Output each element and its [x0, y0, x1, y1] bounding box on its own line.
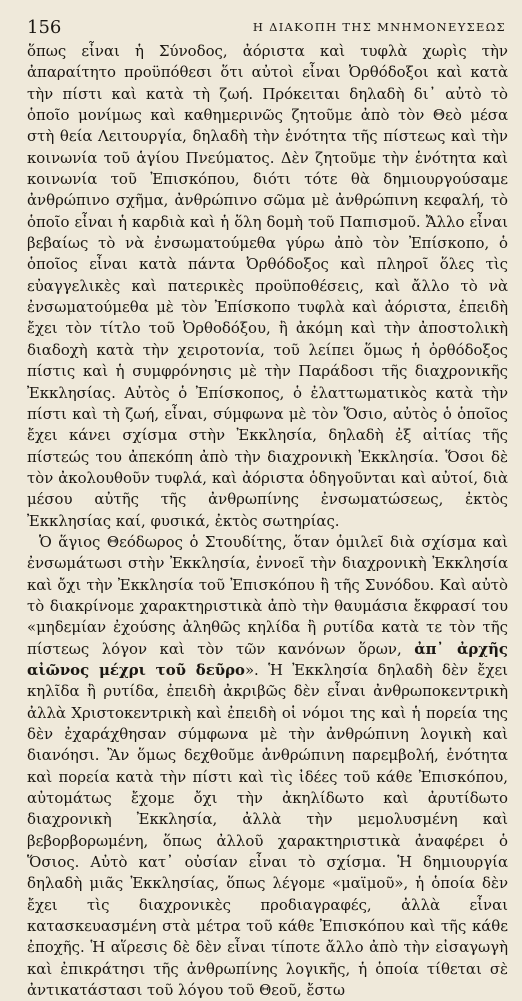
paragraph-2-text-before: Ὁ ἅγιος Θεόδωρος ὁ Στουδίτης, ὅταν ὁμιλεῖ διὰ σχίσμα καὶ ἐνσωμάτωσι στὴν Ἐκκλησία, ἐννοεῖ τὴν διαχρονικὴ Ἐκκλησία καὶ ὄχι τὴν Ἐκκλησία τοῦ Ἐπισκόπου ἢ τῆς Συνόδου. Καὶ αὐτὸ τὸ διακρίνομε χαρακτηριστικὰ ἀπὸ τὴν θαυμάσια ἔκφρασί του «μηδεμίαν ἐχούσης ἀληθῶς κηλίδα ἢ ρυτίδα κατὰ τε τὸν τῆς πίστεως λόγον καὶ τὸν τῶν κανόνων ὅρων, — [27, 532, 508, 658]
paragraph-2-bold-quote: ἀπ᾽ ἀρχῆς αἰῶνος μέχρι τοῦ δεῦρο — [27, 639, 508, 679]
page-header — [27, 11, 508, 41]
paragraph-2-text-after: ». Ἡ Ἐκκλησία δηλαδὴ δὲν ἔχει κηλῖδα ἢ ρυτίδα, ἐπειδὴ ἀκριβῶς δὲν εἶναι ἀνθρωποκεντρικὴ ἀλλὰ Χριστοκεντρικὴ καὶ ἐπειδὴ οἱ νόμοι της καὶ ἡ πορεία της δὲν ἐχαράχθησαν σύμφωνα μὲ τὴν ἀνθρώπινη λογικὴ καὶ διανόησι. Ἂν ὅμως δεχθοῦμε ἀνθρώπινη παρεμβολή, ἑνότητα καὶ πορεία κατὰ τὴν πίστι καὶ τὶς ἰδέες τοῦ κάθε Ἐπισκόπου, αὐτομάτως ἔχομε ὄχι τὴν ἀκηλίδωτο καὶ ἀρυτίδωτο διαχρονικὴ Ἐκκλησία, ἀλλὰ τὴν μεμολυσμένη καὶ βεβορβορωμένη, ὅπως ἀλλοῦ χαρακτηριστικὰ ἀναφέρει ὁ Ὅσιος. Αὐτὸ κατ᾽ οὐσίαν εἶναι τὸ σχίσμα. Ἡ δημιουργία δηλαδὴ μιᾶς Ἐκκλησίας, ὅπως λέγομε «μαϊμοῦ», ἡ ὁποία δὲν ἔχει τὶς διαχρονικὲς προδιαγραφές, ἀλλὰ εἶναι κατασκευασμένη στὰ μέτρα τοῦ κάθε Ἐπισκόπου καὶ τῆς κάθε ἐποχῆς. Ἡ αἵρεσις δὲ δὲν εἶναι τίποτε ἄλλο ἀπὸ τὴν εἰσαγωγὴ καὶ ἐπικράτησι τῆς ἀνθρωπίνης λογικῆς, ἡ ὁποία τίθεται σὲ ἀντικατάστασι τοῦ λόγου τοῦ Θεοῦ, ἔστω — [27, 660, 508, 1000]
body-text — [27, 41, 508, 1001]
paragraph-2 — [27, 532, 508, 1001]
paragraph-1: ὅπως εἶναι ἡ Σύνοδος, ἀόριστα καὶ τυφλὰ χωρὶς τὴν ἀπαραίτητο προϋπόθεσι ὅτι αὐτοὶ εἶναι Ὀρθόδοξοι καὶ κατὰ τὴν πίστι καὶ κατὰ τὴ ζωή. Πρόκειται δηλαδὴ δι᾽ αὐτὸ τὸ ὁποῖο μονίμως καὶ καθημερινῶς ζητοῦμε ἀπὸ τὸν Θεὸ μέσα στὴ θεία Λειτουργία, δηλαδὴ τὴν ἑνότητα τῆς πίστεως καὶ τὴν κοινωνία τοῦ ἁγίου Πνεύματος. Δὲν ζητοῦμε τὴν ἑνότητα καὶ κοινωνία τοῦ Ἐπισκόπου, διότι τότε θὰ δημιουργούσαμε ἀνθρώπινο σχῆμα, ἀνθρώπινο σῶμα μὲ ἀνθρώπινη κεφαλή, τὸ ὁποῖο εἶναι ἡ καρδιὰ καὶ ἡ ὅλη δομὴ τοῦ Παπισμοῦ. Ἄλλο εἶναι βεβαίως τὸ νὰ ἐνσωματούμεθα γύρω ἀπὸ τὸν Ἐπίσκοπο, ὁ ὁποῖος εἶναι κατὰ πάντα Ὀρθόδοξος καὶ πληροῖ ὅλες τὶς εὐαγγελικὲς καὶ πατερικὲς προϋποθέσεις, καὶ ἄλλο τὸ νὰ ἐνσωματούμεθα μὲ τὸν Ἐπίσκοπο τυφλὰ καὶ ἀόριστα, ἐπειδὴ ἔχει τὸν τίτλο τοῦ Ὀρθοδόξου, ἢ ἀκόμη καὶ τὴν ἀποστολικὴ διαδοχὴ κατὰ τὴν χειροτονία, τοῦ λείπει ὅμως ἡ ὀρθόδοξος πίστις καὶ ἡ συμφρόνησις μὲ τὴν Παράδοσι τῆς διαχρονικῆς Ἐκκλησίας. Αὐτὸς ὁ Ἐπίσκοπος, ὁ ἐλαττωματικὸς κατὰ τὴν πίστι καὶ τὴ ζωή, εἶναι, σύμφωνα μὲ τὸν Ὅσιο, αὐτὸς ὁ ὁποῖος ἔχει κάνει σχίσμα στὴν Ἐκκλησία, δηλαδὴ ἐξ αἰτίας τῆς πίστεώς του ἀπεκόπη ἀπὸ τὴν διαχρονικὴ Ἐκκλησία. Ὅσοι δὲ τὸν ἀκολουθοῦν τυφλά, καὶ ἀόριστα ὁδηγοῦνται καὶ αὐτοί, διὰ μέσου αὐτῆς τῆς ἀνθρωπίνης ἐνσωματώσεως, ἐκτὸς Ἐκκλησίας καί, φυσικά, ἐκτὸς σωτηρίας. — [27, 42, 508, 530]
running-head: Η ΔΙΑΚΟΠΗ ΤΗΣ ΜΝΗΜΟΝΕΥΣΕΩΣ — [252, 20, 506, 34]
page-number: 156 — [27, 17, 62, 38]
